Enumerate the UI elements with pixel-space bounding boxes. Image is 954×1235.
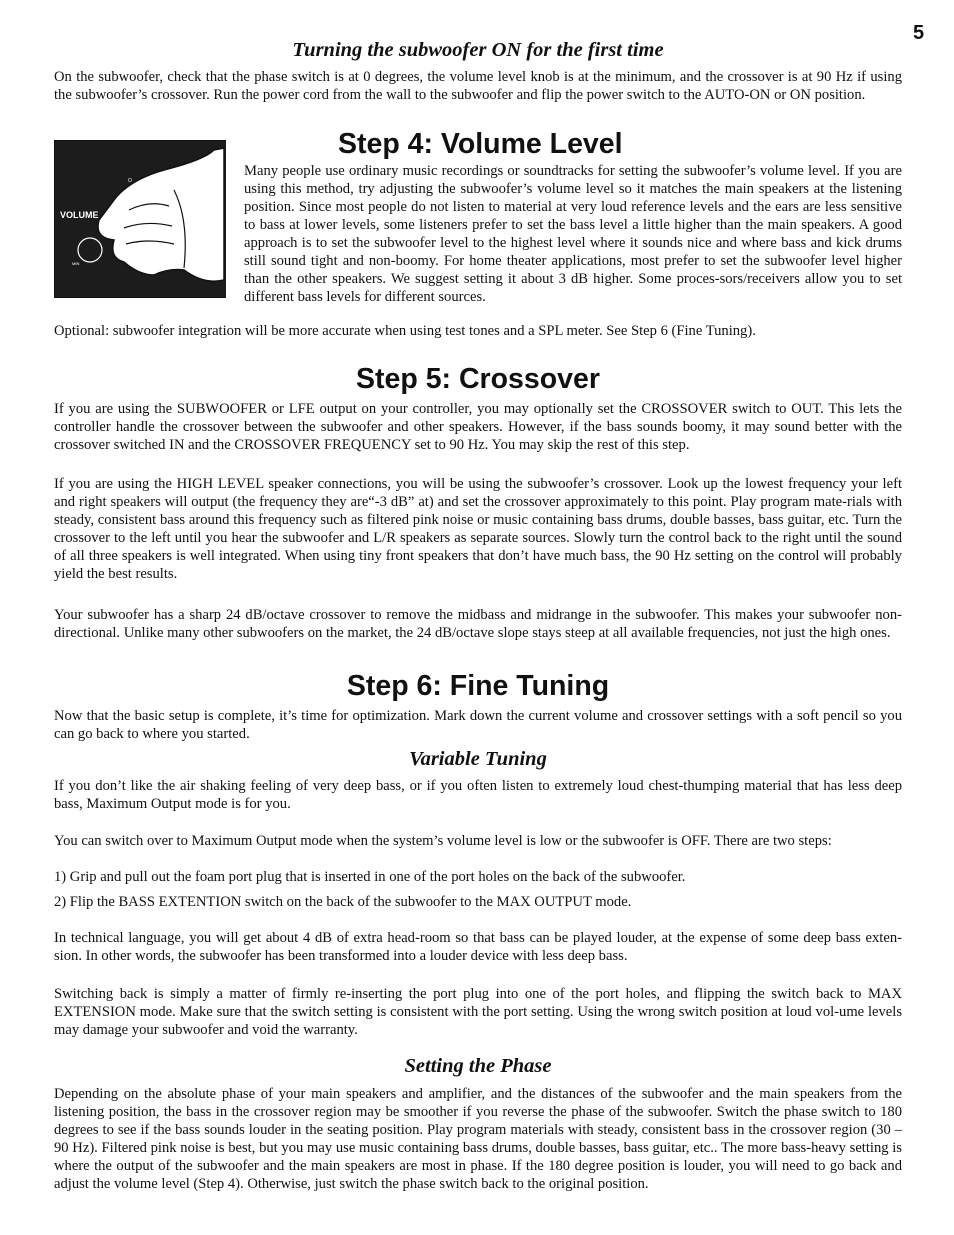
- step6-heading: Step 6: Fine Tuning: [346, 670, 610, 702]
- step4-heading: Step 4: Volume Level: [338, 128, 623, 160]
- page-number: 5: [913, 22, 925, 44]
- max-mark: O: [128, 178, 132, 184]
- variable-step-2: 2) Flip the BASS EXTENTION switch on the back of the subwoofer to the MAX OUTPUT mode.: [54, 894, 632, 910]
- intro-section: [54, 38, 902, 104]
- volume-knob-illustration: [54, 140, 226, 298]
- step5-p2: If you are using the HIGH LEVEL speaker connections, you will be using the subwoofer’s crossover. Look up the lowest frequency your left and right speakers will output (the frequency they are“-3 dB” at) and set the crossover approximately to this point. Play program mate-rials with steady, consistent bass around this frequency such as filtered pink noise or music containing bass drums, double basses, bass guitar, etc. Turn the crossover to the left until you hear the subwoofer and L/R speakers as separate sources. Slowly turn the control back to the right until the sound of all three speakers is well integrated. When using tiny front speakers that don’t have much bass, the 90 Hz setting on the control will probably yield the best results.: [54, 476, 902, 582]
- intro-text: On the subwoofer, check that the phase switch is at 0 degrees, the volume level knob is at the minimum, and the crossover is at 90 Hz if using the subwoofer’s crossover. Run the power cord from the wall to the subwoofer and flip the power switch to the AUTO-ON or ON position.: [54, 69, 902, 103]
- phase-p1: Depending on the absolute phase of your main speakers and amplifier, and the distances of the subwoofer and the main speakers from the listening position, the bass in the crossover region may be smoother if you reverse the phase of the subwoofer. Switch the phase switch to 180 degrees to see if the bass sounds louder in the seating position. Play program materials with steady, consistent bass in the crossover region (30 – 90 Hz). Filtered pink noise is best, but you may use music containing bass drums, double basses, bass guitar, etc.. The more bass-heavy setting is where the output of the subwoofer and the main speakers are most in phase. If the 180 degree position is louder, you will need to go back and adjust the volume level (Step 4). Otherwise, just switch the phase switch back to the original position.: [54, 1086, 902, 1192]
- step5-p3: Your subwoofer has a sharp 24 dB/octave crossover to remove the midbass and midrange in the subwoofer. This makes your subwoofer non-directional. Unlike many other subwoofers on the market, the 24 dB/octave slope stays steep at all available frequencies, not just the high ones.: [54, 607, 902, 641]
- step6-p1: Now that the basic setup is complete, it’s time for optimization. Mark down the current volume and crossover settings with a soft pencil so you can go back to where you started.: [54, 708, 902, 742]
- min-label: MIN: [72, 261, 80, 266]
- variable-p1: If you don’t like the air shaking feeling of very deep bass, or if you often listen to extremely loud chest-thumping material that has less deep bass, Maximum Output mode is for you.: [54, 778, 902, 812]
- step4-optional: Optional: subwoofer integration will be more accurate when using test tones and a SPL meter. See Step 6 (Fine Tuning).: [54, 323, 756, 339]
- step5-p1: If you are using the SUBWOOFER or LFE output on your controller, you may optionally set the CROSSOVER switch to OUT. This lets the controller handle the crossover between the subwoofer and other speakers. However, if the bass sounds boomy, it may sound better with the crossover switched IN and the CROSSOVER FREQUENCY set to 90 Hz. You may skip the rest of this step.: [54, 401, 902, 453]
- volume-label: VOLUME: [60, 210, 99, 220]
- step4-text: Many people use ordinary music recordings or soundtracks for setting the subwoofer’s volume level. If you are using this method, try adjusting the subwoofer’s volume level so it matches the main speakers at the listening position. Since most people do not listen to material at very loud reference levels and the ears are less sensitive to bass at lower levels, some listeners prefer to set the bass level a little higher than the main speakers. A good approach is to set the subwoofer level to the highest level where it sounds nice and where bass and kick drums still sound tight and non-boomy. For home theater applications, most prefer to set the subwoofer level higher than the other speakers. We suggest setting it about 3 dB higher. Some proces-sors/receivers allow you to set different bass levels for different sources.: [244, 163, 902, 305]
- variable-tuning-heading: Variable Tuning: [409, 748, 547, 770]
- intro-heading: Turning the subwoofer ON for the first time: [292, 39, 664, 61]
- setting-phase-heading: Setting the Phase: [404, 1055, 552, 1077]
- variable-p2: You can switch over to Maximum Output mode when the system’s volume level is low or the subwoofer is OFF. There are two steps:: [54, 833, 832, 849]
- variable-p3: In technical language, you will get about 4 dB of extra head-room so that bass can be played louder, at the expense of some deep bass exten-sion. In other words, the subwoofer has been transformed into a louder device with less deep bass.: [54, 930, 902, 964]
- variable-step-1: 1) Grip and pull out the foam port plug that is inserted in one of the port holes on the back of the subwoofer.: [54, 869, 686, 885]
- step5-heading: Step 5: Crossover: [356, 363, 600, 395]
- variable-p4: Switching back is simply a matter of firmly re-inserting the port plug into one of the port holes, and flipping the switch back to MAX EXTENSION mode. Make sure that the switch setting is consistent with the port setting. Using the wrong switch position at loud vol-ume levels may damage your subwoofer and void the warranty.: [54, 986, 902, 1038]
